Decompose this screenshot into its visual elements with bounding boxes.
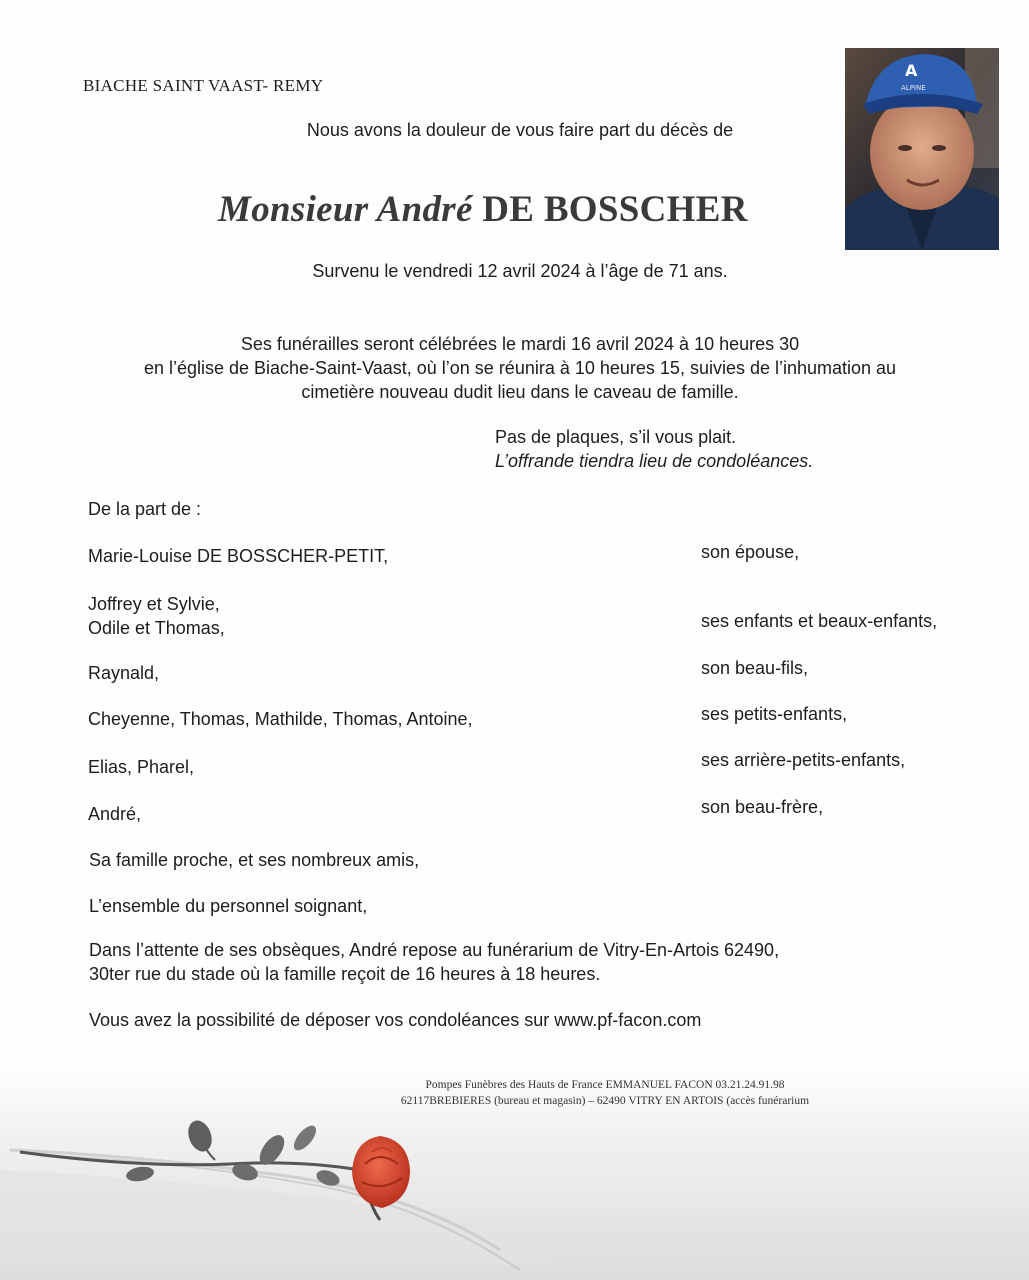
funeral-details bbox=[0, 332, 1029, 404]
intro-line: Nous avons la douleur de vous faire part du décès de bbox=[306, 120, 734, 140]
cap-logo-text: ALPINE bbox=[901, 84, 926, 92]
family-names-children bbox=[88, 592, 225, 640]
svg-text:A: A bbox=[905, 61, 918, 80]
town-heading: BIACHE SAINT VAAST- REMY bbox=[83, 76, 324, 95]
close-family-line: Sa famille proche, et ses nombreux amis, bbox=[89, 850, 420, 870]
family-names-great-grandchildren: Elias, Pharel, bbox=[88, 757, 195, 777]
staff-line: L’ensemble du personnel soignant, bbox=[89, 896, 368, 916]
funeral-line-2: en l’église de Biache-Saint-Vaast, où l’on se réunira à 10 heures 15, suivies de l’inhumation au bbox=[143, 358, 897, 378]
family-relation-children: ses enfants et beaux-enfants, bbox=[701, 611, 938, 631]
family-relation-brother-in-law: son beau-frère, bbox=[701, 797, 824, 817]
family-relation-stepson: son beau-fils, bbox=[701, 658, 809, 678]
requests-block bbox=[495, 425, 813, 473]
funeral-line-3: cimetière nouveau dudit lieu dans le caveau de famille. bbox=[301, 382, 739, 402]
family-names-stepson: Raynald, bbox=[88, 663, 160, 683]
footer-line-1: Pompes Funèbres des Hauts de France EMMANUEL FACON 03.21.24.91.98 bbox=[425, 1079, 785, 1091]
no-plaques-request: Pas de plaques, s’il vous plait. bbox=[495, 427, 737, 447]
repose-info bbox=[89, 938, 779, 986]
family-names-brother-in-law: André, bbox=[88, 804, 142, 824]
condolences-website: Vous avez la possibilité de déposer vos condoléances sur www.pf-facon.com bbox=[89, 1010, 702, 1030]
deceased-title-prefix: Monsieur André bbox=[218, 189, 473, 230]
from-label: De la part de : bbox=[88, 499, 202, 519]
deceased-name bbox=[218, 188, 748, 231]
death-info: Survenu le vendredi 12 avril 2024 à l’âge de 71 ans. bbox=[312, 261, 728, 281]
family-relation-spouse: son épouse, bbox=[701, 542, 800, 562]
funeral-home-footer bbox=[0, 1077, 1029, 1109]
family-names-grandchildren: Cheyenne, Thomas, Mathilde, Thomas, Antoine, bbox=[88, 709, 473, 729]
family-relation-grandchildren: ses petits-enfants, bbox=[701, 704, 848, 724]
repose-line-2: 30ter rue du stade où la famille reçoit de 16 heures à 18 heures. bbox=[89, 964, 601, 984]
family-name-line: Joffrey et Sylvie, bbox=[88, 594, 220, 614]
family-relation-great-grandchildren: ses arrière-petits-enfants, bbox=[701, 750, 906, 770]
deceased-surname: DE BOSSCHER bbox=[482, 189, 748, 230]
repose-line-1: Dans l’attente de ses obsèques, André repose au funérarium de Vitry-En-Artois 62490, bbox=[89, 940, 780, 960]
family-name-line: Odile et Thomas, bbox=[88, 618, 225, 638]
offering-note: L’offrande tiendra lieu de condoléances. bbox=[495, 451, 814, 471]
family-names-spouse: Marie-Louise DE BOSSCHER-PETIT, bbox=[88, 546, 389, 566]
portrait-photo bbox=[845, 48, 999, 250]
funeral-line-1: Ses funérailles seront célébrées le mardi 16 avril 2024 à 10 heures 30 bbox=[240, 334, 800, 354]
footer-line-2: 62117BREBIERES (bureau et magasin) – 62490 VITRY EN ARTOIS (accès funérarium bbox=[400, 1095, 810, 1107]
